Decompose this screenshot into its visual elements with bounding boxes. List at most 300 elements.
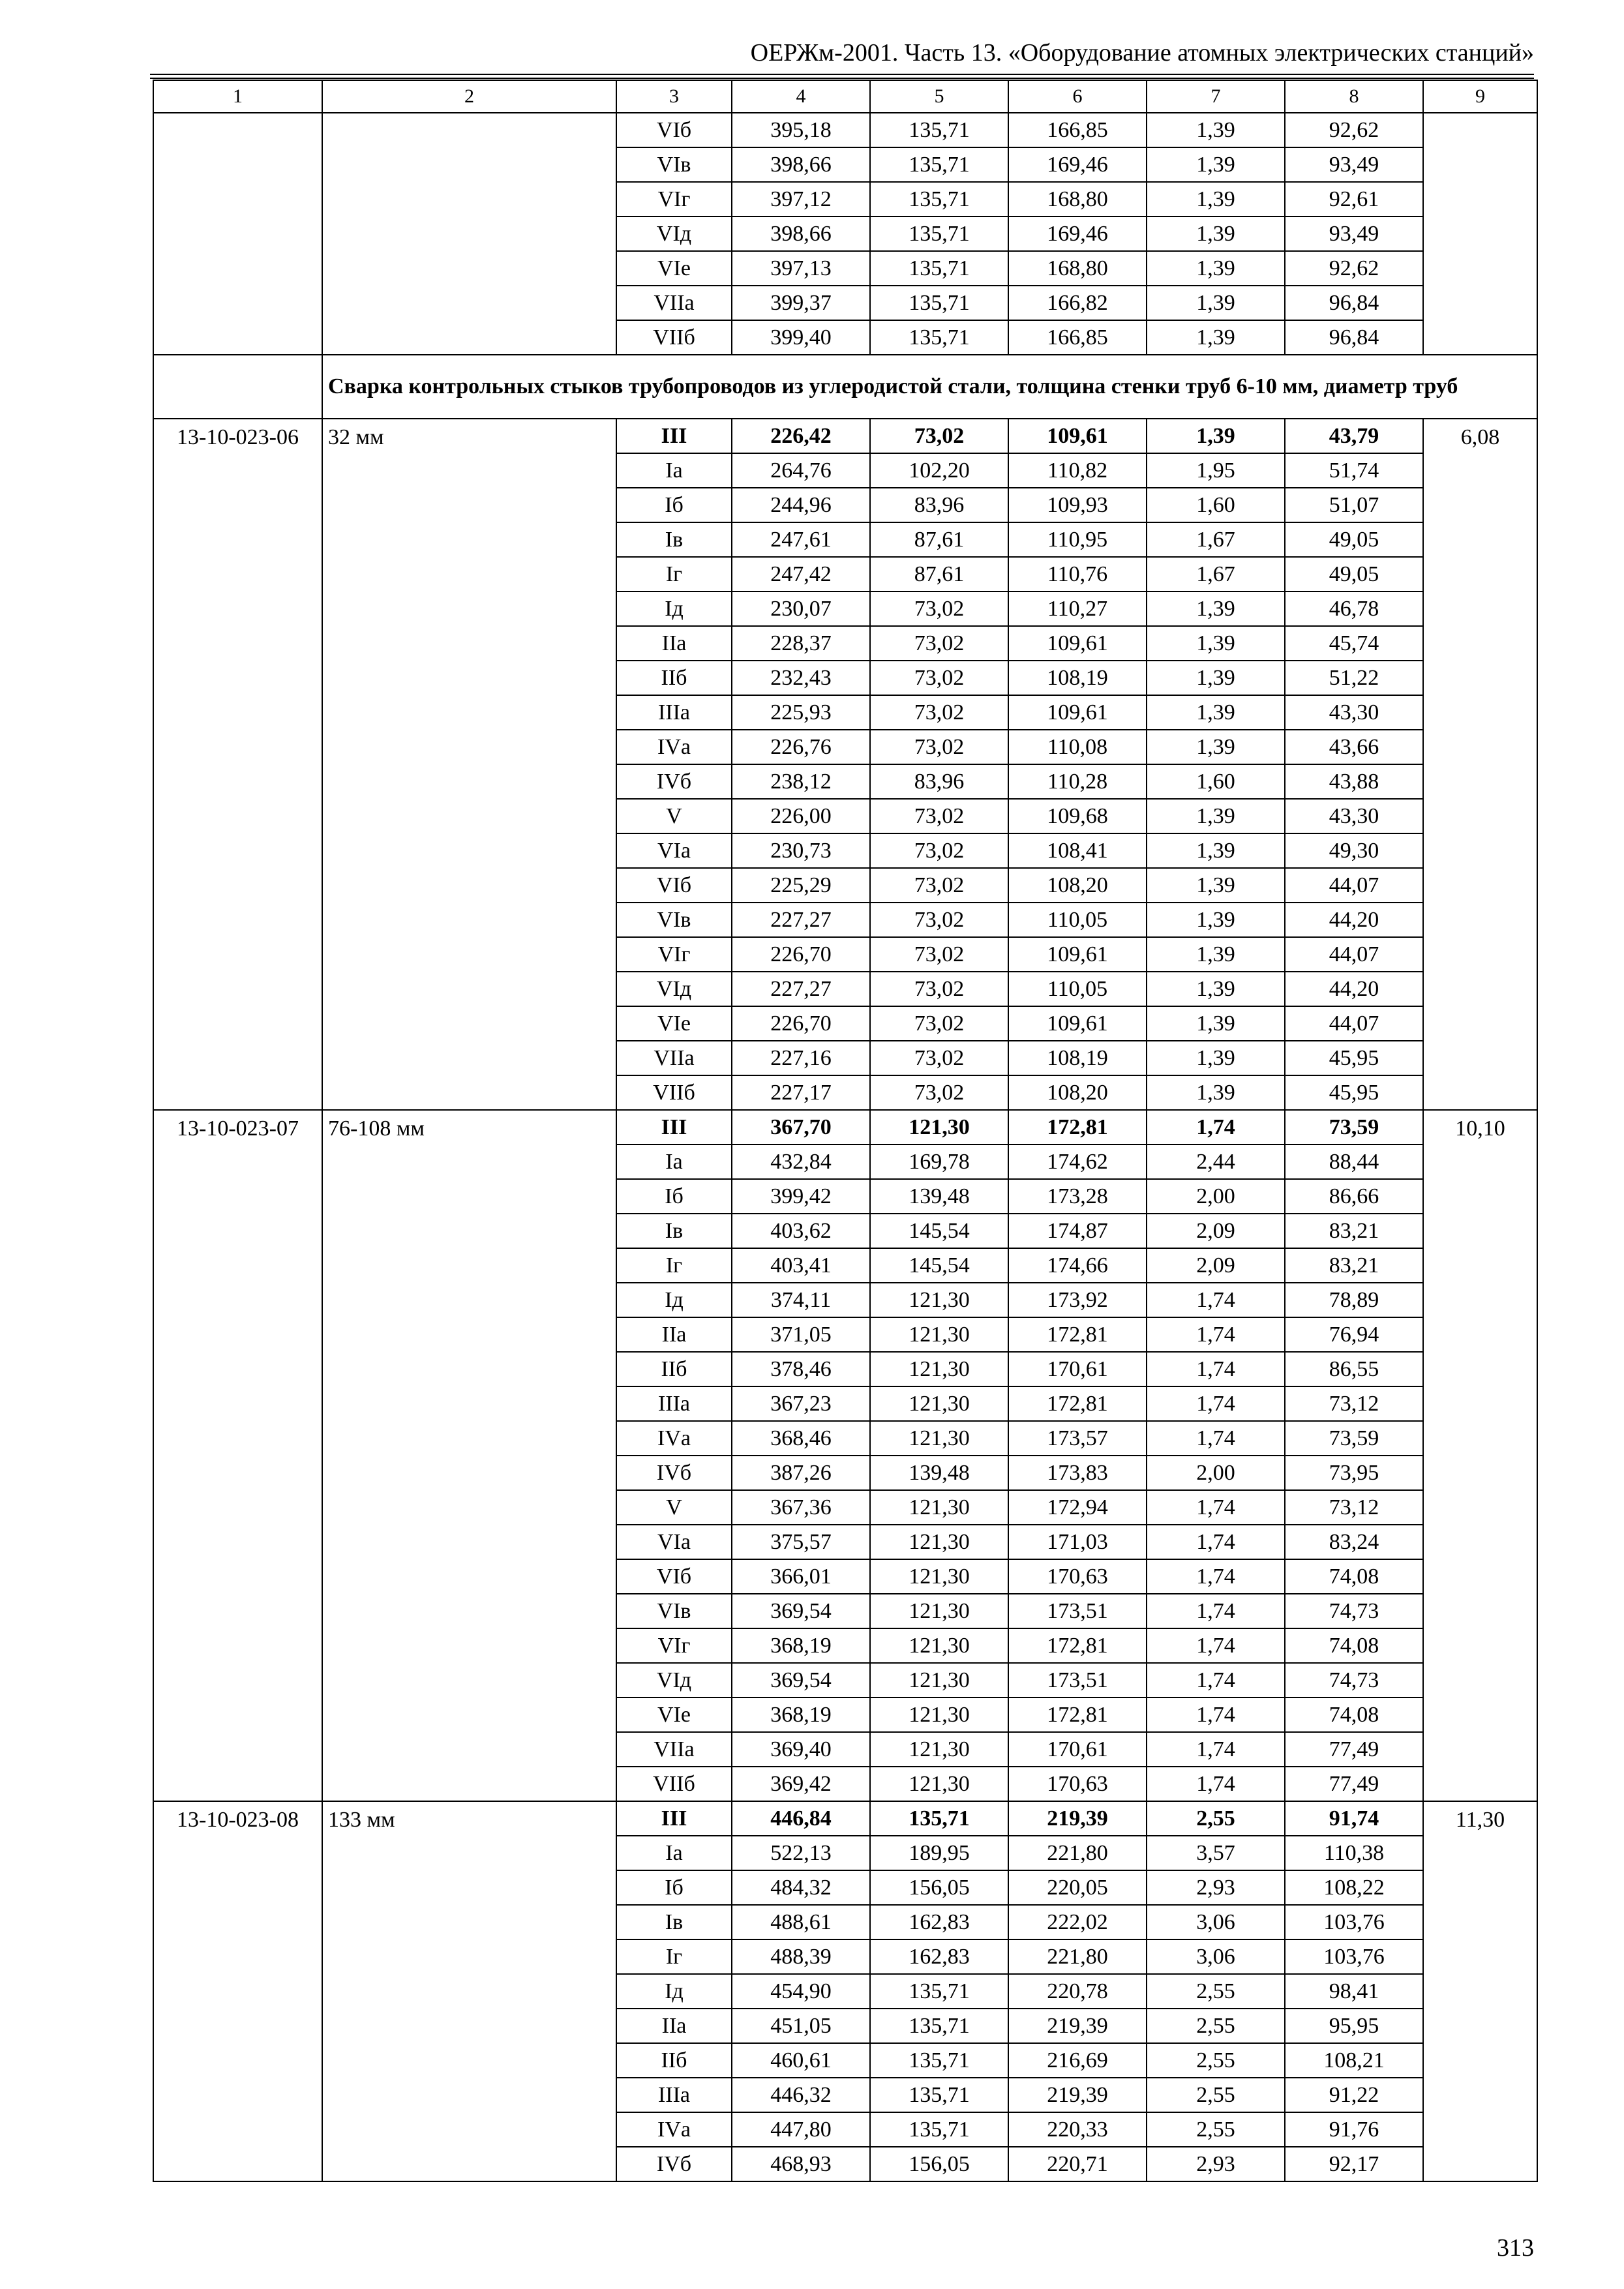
value-cell: 162,83: [870, 1939, 1008, 1974]
value-cell: 96,84: [1285, 286, 1423, 320]
value-cell: 170,61: [1008, 1352, 1147, 1386]
zone-cell: Iд: [616, 1283, 732, 1317]
value-cell: 221,80: [1008, 1939, 1147, 1974]
section-blank-cell: [153, 355, 322, 419]
value-cell: 121,30: [870, 1698, 1008, 1732]
zone-cell: Iб: [616, 1870, 732, 1905]
column-number: 3: [616, 80, 732, 113]
zone-cell: Iд: [616, 1974, 732, 2009]
value-cell: 1,39: [1147, 730, 1285, 764]
value-cell: 45,74: [1285, 626, 1423, 661]
value-cell: 1,74: [1147, 1663, 1285, 1698]
value-cell: 398,66: [732, 147, 870, 182]
value-cell: 135,71: [870, 286, 1008, 320]
value-cell: 1,39: [1147, 833, 1285, 868]
value-cell: 110,95: [1008, 522, 1147, 557]
value-cell: 369,42: [732, 1767, 870, 1801]
value-cell: 83,21: [1285, 1214, 1423, 1248]
zone-cell: Iг: [616, 1248, 732, 1283]
zone-cell: VIв: [616, 1594, 732, 1628]
value-cell: 166,82: [1008, 286, 1147, 320]
pipe-diameter: 32 мм: [322, 419, 616, 1110]
value-cell: 121,30: [870, 1559, 1008, 1594]
value-cell: 46,78: [1285, 591, 1423, 626]
value-cell: 121,30: [870, 1663, 1008, 1698]
value-cell: 43,79: [1285, 419, 1423, 453]
value-cell: 1,39: [1147, 286, 1285, 320]
zone-cell: Iа: [616, 1836, 732, 1870]
value-cell: 49,30: [1285, 833, 1423, 868]
value-cell: 135,71: [870, 1974, 1008, 2009]
value-cell: 1,39: [1147, 1006, 1285, 1041]
zone-cell: VIв: [616, 903, 732, 937]
zone-cell: IIIа: [616, 1386, 732, 1421]
zone-cell: VIб: [616, 1559, 732, 1594]
value-cell: 172,81: [1008, 1110, 1147, 1144]
value-cell: 451,05: [732, 2009, 870, 2043]
value-cell: 1,67: [1147, 522, 1285, 557]
zone-cell: VIд: [616, 1663, 732, 1698]
value-cell: 1,60: [1147, 764, 1285, 799]
zone-cell: Iг: [616, 557, 732, 591]
value-cell: 219,39: [1008, 1801, 1147, 1836]
value-cell: 91,76: [1285, 2112, 1423, 2147]
pipe-diameter: 76-108 мм: [322, 1110, 616, 1801]
value-cell: 74,08: [1285, 1628, 1423, 1663]
value-cell: 170,61: [1008, 1732, 1147, 1767]
zone-cell: VIIб: [616, 1075, 732, 1110]
zone-cell: VIIа: [616, 1732, 732, 1767]
zone-cell: IVб: [616, 2147, 732, 2181]
value-cell: 73,95: [1285, 1456, 1423, 1490]
value-cell: 108,19: [1008, 661, 1147, 695]
value-cell: 369,54: [732, 1594, 870, 1628]
value-cell: 83,21: [1285, 1248, 1423, 1283]
value-cell: 169,46: [1008, 217, 1147, 251]
value-cell: 226,76: [732, 730, 870, 764]
value-cell: 73,12: [1285, 1386, 1423, 1421]
value-cell: 121,30: [870, 1317, 1008, 1352]
value-cell: 92,62: [1285, 251, 1423, 286]
value-cell: 1,74: [1147, 1594, 1285, 1628]
value-cell: 227,16: [732, 1041, 870, 1075]
value-cell: 73,02: [870, 419, 1008, 453]
value-cell: 169,46: [1008, 147, 1147, 182]
value-cell: 108,21: [1285, 2043, 1423, 2078]
value-cell: 1,39: [1147, 903, 1285, 937]
zone-cell: VIг: [616, 1628, 732, 1663]
value-cell: 109,61: [1008, 937, 1147, 972]
value-cell: 51,74: [1285, 453, 1423, 488]
value-cell: 247,42: [732, 557, 870, 591]
value-cell: 73,59: [1285, 1110, 1423, 1144]
value-cell: 174,66: [1008, 1248, 1147, 1283]
col9-value: 11,30: [1423, 1801, 1537, 2181]
value-cell: 1,39: [1147, 113, 1285, 147]
value-cell: 121,30: [870, 1490, 1008, 1525]
value-cell: 172,94: [1008, 1490, 1147, 1525]
value-cell: 3,57: [1147, 1836, 1285, 1870]
zone-cell: VIг: [616, 937, 732, 972]
table-row: [153, 419, 1537, 453]
value-cell: 174,87: [1008, 1214, 1147, 1248]
value-cell: 109,61: [1008, 419, 1147, 453]
value-cell: 73,02: [870, 730, 1008, 764]
value-cell: 83,96: [870, 488, 1008, 522]
value-cell: 399,42: [732, 1179, 870, 1214]
value-cell: 2,93: [1147, 2147, 1285, 2181]
value-cell: 220,78: [1008, 1974, 1147, 2009]
rates-table: [153, 80, 1538, 2182]
value-cell: 78,89: [1285, 1283, 1423, 1317]
value-cell: 371,05: [732, 1317, 870, 1352]
value-cell: 166,85: [1008, 320, 1147, 355]
value-cell: 447,80: [732, 2112, 870, 2147]
column-number-row: [153, 80, 1537, 113]
value-cell: 397,12: [732, 182, 870, 217]
zone-cell: III: [616, 1110, 732, 1144]
value-cell: 108,41: [1008, 833, 1147, 868]
value-cell: 92,62: [1285, 113, 1423, 147]
value-cell: 468,93: [732, 2147, 870, 2181]
value-cell: 1,74: [1147, 1767, 1285, 1801]
value-cell: 232,43: [732, 661, 870, 695]
value-cell: 219,39: [1008, 2078, 1147, 2112]
zone-cell: Iв: [616, 1905, 732, 1939]
value-cell: 88,44: [1285, 1144, 1423, 1179]
value-cell: 1,74: [1147, 1698, 1285, 1732]
value-cell: 102,20: [870, 453, 1008, 488]
value-cell: 2,55: [1147, 1974, 1285, 2009]
value-cell: 488,61: [732, 1905, 870, 1939]
value-cell: 110,05: [1008, 972, 1147, 1006]
zone-cell: VIв: [616, 147, 732, 182]
value-cell: 73,02: [870, 1075, 1008, 1110]
value-cell: 247,61: [732, 522, 870, 557]
value-cell: 2,09: [1147, 1248, 1285, 1283]
value-cell: 488,39: [732, 1939, 870, 1974]
col9-value: 6,08: [1423, 419, 1537, 1110]
value-cell: 74,08: [1285, 1559, 1423, 1594]
zone-cell: VIIб: [616, 320, 732, 355]
value-cell: 1,74: [1147, 1110, 1285, 1144]
value-cell: 156,05: [870, 1870, 1008, 1905]
value-cell: 135,71: [870, 147, 1008, 182]
table-row: [153, 1110, 1537, 1144]
zone-cell: IVа: [616, 730, 732, 764]
value-cell: 86,66: [1285, 1179, 1423, 1214]
value-cell: 73,02: [870, 799, 1008, 833]
value-cell: 87,61: [870, 557, 1008, 591]
diameter-cell-empty: [322, 113, 616, 355]
value-cell: 110,05: [1008, 903, 1147, 937]
value-cell: 2,09: [1147, 1214, 1285, 1248]
value-cell: 173,28: [1008, 1179, 1147, 1214]
value-cell: 168,80: [1008, 182, 1147, 217]
value-cell: 1,39: [1147, 251, 1285, 286]
value-cell: 2,00: [1147, 1456, 1285, 1490]
value-cell: 387,26: [732, 1456, 870, 1490]
value-cell: 169,78: [870, 1144, 1008, 1179]
value-cell: 219,39: [1008, 2009, 1147, 2043]
value-cell: 225,93: [732, 695, 870, 730]
value-cell: 43,66: [1285, 730, 1423, 764]
value-cell: 226,42: [732, 419, 870, 453]
rate-code: 13-10-023-08: [153, 1801, 322, 2181]
zone-cell: IVб: [616, 1456, 732, 1490]
value-cell: 226,00: [732, 799, 870, 833]
value-cell: 92,61: [1285, 182, 1423, 217]
value-cell: 135,71: [870, 217, 1008, 251]
zone-cell: III: [616, 419, 732, 453]
value-cell: 121,30: [870, 1386, 1008, 1421]
value-cell: 121,30: [870, 1110, 1008, 1144]
rate-code: 13-10-023-07: [153, 1110, 322, 1801]
value-cell: 166,85: [1008, 113, 1147, 147]
zone-cell: IVа: [616, 1421, 732, 1456]
value-cell: 1,39: [1147, 661, 1285, 695]
value-cell: 399,40: [732, 320, 870, 355]
value-cell: 1,39: [1147, 217, 1285, 251]
value-cell: 230,07: [732, 591, 870, 626]
value-cell: 368,19: [732, 1698, 870, 1732]
value-cell: 1,95: [1147, 453, 1285, 488]
value-cell: 121,30: [870, 1767, 1008, 1801]
value-cell: 220,33: [1008, 2112, 1147, 2147]
value-cell: 367,23: [732, 1386, 870, 1421]
value-cell: 173,51: [1008, 1663, 1147, 1698]
zone-cell: VIд: [616, 217, 732, 251]
value-cell: 189,95: [870, 1836, 1008, 1870]
value-cell: 221,80: [1008, 1836, 1147, 1870]
value-cell: 170,63: [1008, 1559, 1147, 1594]
value-cell: 399,37: [732, 286, 870, 320]
column-number: 6: [1008, 80, 1147, 113]
zone-cell: VIе: [616, 1698, 732, 1732]
col9-value: 10,10: [1423, 1110, 1537, 1801]
zone-cell: VIе: [616, 1006, 732, 1041]
value-cell: 1,67: [1147, 557, 1285, 591]
value-cell: 226,70: [732, 937, 870, 972]
pipe-diameter: 133 мм: [322, 1801, 616, 2181]
value-cell: 44,07: [1285, 868, 1423, 903]
value-cell: 43,30: [1285, 799, 1423, 833]
zone-cell: Iв: [616, 522, 732, 557]
value-cell: 172,81: [1008, 1698, 1147, 1732]
value-cell: 225,29: [732, 868, 870, 903]
value-cell: 1,39: [1147, 1041, 1285, 1075]
value-cell: 2,55: [1147, 2078, 1285, 2112]
value-cell: 173,57: [1008, 1421, 1147, 1456]
rate-code: 13-10-023-06: [153, 419, 322, 1110]
zone-cell: IIб: [616, 661, 732, 695]
value-cell: 121,30: [870, 1594, 1008, 1628]
value-cell: 43,30: [1285, 695, 1423, 730]
value-cell: 121,30: [870, 1525, 1008, 1559]
value-cell: 174,62: [1008, 1144, 1147, 1179]
value-cell: 45,95: [1285, 1041, 1423, 1075]
value-cell: 109,61: [1008, 1006, 1147, 1041]
value-cell: 93,49: [1285, 147, 1423, 182]
zone-cell: IIIа: [616, 695, 732, 730]
value-cell: 74,73: [1285, 1663, 1423, 1698]
value-cell: 44,20: [1285, 903, 1423, 937]
section-row: [153, 355, 1537, 419]
value-cell: 460,61: [732, 2043, 870, 2078]
value-cell: 108,19: [1008, 1041, 1147, 1075]
column-number: 4: [732, 80, 870, 113]
zone-cell: Iг: [616, 1939, 732, 1974]
value-cell: 87,61: [870, 522, 1008, 557]
value-cell: 1,60: [1147, 488, 1285, 522]
page-header-title: ОЕРЖм-2001. Часть 13. «Оборудование атомных электрических станций»: [750, 39, 1534, 67]
value-cell: 1,74: [1147, 1283, 1285, 1317]
value-cell: 45,95: [1285, 1075, 1423, 1110]
value-cell: 109,61: [1008, 626, 1147, 661]
value-cell: 96,84: [1285, 320, 1423, 355]
value-cell: 366,01: [732, 1559, 870, 1594]
value-cell: 375,57: [732, 1525, 870, 1559]
value-cell: 1,74: [1147, 1421, 1285, 1456]
value-cell: 76,94: [1285, 1317, 1423, 1352]
value-cell: 173,83: [1008, 1456, 1147, 1490]
zone-cell: VIе: [616, 251, 732, 286]
value-cell: 51,22: [1285, 661, 1423, 695]
value-cell: 44,07: [1285, 937, 1423, 972]
value-cell: 378,46: [732, 1352, 870, 1386]
value-cell: 145,54: [870, 1248, 1008, 1283]
value-cell: 135,71: [870, 113, 1008, 147]
value-cell: 1,74: [1147, 1352, 1285, 1386]
zone-cell: VIб: [616, 868, 732, 903]
value-cell: 135,71: [870, 320, 1008, 355]
value-cell: 135,71: [870, 1801, 1008, 1836]
value-cell: 1,39: [1147, 320, 1285, 355]
value-cell: 139,48: [870, 1179, 1008, 1214]
value-cell: 172,81: [1008, 1317, 1147, 1352]
zone-cell: Iа: [616, 453, 732, 488]
value-cell: 1,74: [1147, 1386, 1285, 1421]
value-cell: 92,17: [1285, 2147, 1423, 2181]
value-cell: 1,74: [1147, 1317, 1285, 1352]
value-cell: 121,30: [870, 1352, 1008, 1386]
table-row: [153, 1801, 1537, 1836]
value-cell: 74,73: [1285, 1594, 1423, 1628]
value-cell: 1,39: [1147, 591, 1285, 626]
value-cell: 108,20: [1008, 1075, 1147, 1110]
value-cell: 522,13: [732, 1836, 870, 1870]
value-cell: 227,27: [732, 972, 870, 1006]
value-cell: 73,02: [870, 591, 1008, 626]
value-cell: 1,39: [1147, 695, 1285, 730]
zone-cell: VIб: [616, 113, 732, 147]
value-cell: 73,02: [870, 833, 1008, 868]
zone-cell: Iа: [616, 1144, 732, 1179]
value-cell: 73,12: [1285, 1490, 1423, 1525]
value-cell: 1,74: [1147, 1490, 1285, 1525]
value-cell: 49,05: [1285, 522, 1423, 557]
value-cell: 432,84: [732, 1144, 870, 1179]
value-cell: 135,71: [870, 2112, 1008, 2147]
value-cell: 227,27: [732, 903, 870, 937]
value-cell: 73,59: [1285, 1421, 1423, 1456]
value-cell: 216,69: [1008, 2043, 1147, 2078]
zone-cell: V: [616, 799, 732, 833]
value-cell: 227,17: [732, 1075, 870, 1110]
value-cell: 2,55: [1147, 2112, 1285, 2147]
value-cell: 454,90: [732, 1974, 870, 2009]
code-cell-empty: [153, 113, 322, 355]
value-cell: 135,71: [870, 2009, 1008, 2043]
zone-cell: VIIа: [616, 1041, 732, 1075]
zone-cell: V: [616, 1490, 732, 1525]
table-row: [153, 113, 1537, 147]
value-cell: 121,30: [870, 1421, 1008, 1456]
zone-cell: IIа: [616, 626, 732, 661]
value-cell: 73,02: [870, 1006, 1008, 1041]
zone-cell: III: [616, 1801, 732, 1836]
value-cell: 367,36: [732, 1490, 870, 1525]
value-cell: 73,02: [870, 695, 1008, 730]
zone-cell: Iд: [616, 591, 732, 626]
zone-cell: VIд: [616, 972, 732, 1006]
value-cell: 244,96: [732, 488, 870, 522]
zone-cell: Iб: [616, 1179, 732, 1214]
value-cell: 77,49: [1285, 1732, 1423, 1767]
value-cell: 73,02: [870, 661, 1008, 695]
value-cell: 264,76: [732, 453, 870, 488]
value-cell: 1,74: [1147, 1559, 1285, 1594]
value-cell: 135,71: [870, 182, 1008, 217]
column-number: 1: [153, 80, 322, 113]
value-cell: 220,71: [1008, 2147, 1147, 2181]
value-cell: 1,39: [1147, 147, 1285, 182]
value-cell: 2,44: [1147, 1144, 1285, 1179]
value-cell: 109,93: [1008, 488, 1147, 522]
value-cell: 369,40: [732, 1732, 870, 1767]
value-cell: 484,32: [732, 1870, 870, 1905]
value-cell: 2,00: [1147, 1179, 1285, 1214]
zone-cell: IVа: [616, 2112, 732, 2147]
zone-cell: VIа: [616, 1525, 732, 1559]
value-cell: 91,22: [1285, 2078, 1423, 2112]
value-cell: 1,39: [1147, 972, 1285, 1006]
value-cell: 43,88: [1285, 764, 1423, 799]
value-cell: 228,37: [732, 626, 870, 661]
value-cell: 73,02: [870, 1041, 1008, 1075]
column-number: 2: [322, 80, 616, 113]
value-cell: 139,48: [870, 1456, 1008, 1490]
value-cell: 135,71: [870, 2043, 1008, 2078]
value-cell: 3,06: [1147, 1939, 1285, 1974]
value-cell: 367,70: [732, 1110, 870, 1144]
section-title: Сварка контрольных стыков трубопроводов из углеродистой стали, толщина стенки труб 6-10 мм, диаметр труб: [322, 355, 1537, 419]
value-cell: 73,02: [870, 626, 1008, 661]
value-cell: 110,28: [1008, 764, 1147, 799]
value-cell: 1,39: [1147, 799, 1285, 833]
value-cell: 368,46: [732, 1421, 870, 1456]
zone-cell: IIб: [616, 2043, 732, 2078]
zone-cell: IIа: [616, 2009, 732, 2043]
zone-cell: Iв: [616, 1214, 732, 1248]
value-cell: 49,05: [1285, 557, 1423, 591]
value-cell: 109,61: [1008, 695, 1147, 730]
value-cell: 1,39: [1147, 626, 1285, 661]
value-cell: 2,93: [1147, 1870, 1285, 1905]
value-cell: 83,96: [870, 764, 1008, 799]
value-cell: 222,02: [1008, 1905, 1147, 1939]
value-cell: 168,80: [1008, 251, 1147, 286]
